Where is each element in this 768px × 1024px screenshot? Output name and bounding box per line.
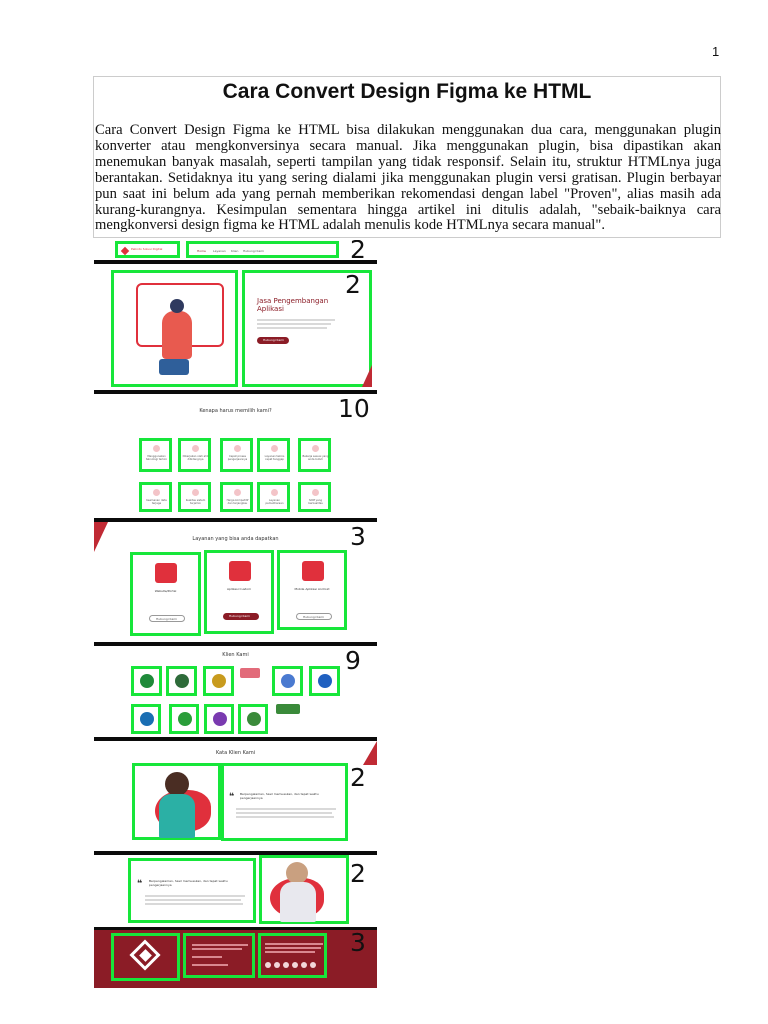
service-button[interactable]: [149, 615, 185, 622]
client-logo: [169, 704, 199, 734]
person-illustration: [162, 311, 192, 359]
feature-icon: [312, 445, 319, 452]
brand-logo-icon: [121, 247, 129, 255]
why-band: [94, 394, 377, 518]
annotation-count: 2: [350, 763, 366, 792]
service-name: Aplikasi Custom: [227, 587, 251, 591]
annotation-box: [258, 933, 327, 978]
service-icon: [229, 561, 251, 581]
corner-decoration: [362, 365, 372, 387]
annotation-count: 10: [338, 394, 370, 423]
social-icon[interactable]: [274, 962, 280, 968]
client-logo-unboxed: [276, 704, 300, 714]
client-emblem-icon: [213, 712, 227, 726]
feature-icon: [153, 489, 160, 496]
annotation-box: [115, 241, 180, 258]
why-item: [178, 438, 211, 472]
services-band: [94, 522, 377, 642]
testimonial2-band: [94, 855, 377, 927]
service-button-label: Hubungi Kami: [156, 617, 178, 621]
client-logo: [272, 666, 303, 696]
client-logo: [166, 666, 197, 696]
service-name: Website/Portal: [154, 589, 177, 593]
quote-icon: ❝: [137, 879, 143, 889]
client-emblem-icon: [281, 674, 295, 688]
why-item-label: Menggunakan teknologi terkini: [145, 455, 168, 461]
why-item: [220, 482, 253, 512]
client-emblem-icon: [140, 674, 154, 688]
why-item-label: SDM yang berkualitas: [308, 499, 323, 505]
footer-band: [94, 930, 377, 988]
article-title: Cara Convert Design Figma ke HTML: [222, 80, 592, 103]
nav-link-layanan[interactable]: Layanan: [213, 249, 226, 253]
annotation-box: [186, 241, 339, 258]
why-item: [139, 482, 172, 512]
why-item-label: Cepat proses pengerjaannya: [227, 455, 248, 461]
annotation-box: [111, 933, 180, 981]
why-item-label: Dikerjakan oleh ahli dibidangnya: [182, 455, 209, 461]
services-heading: Layanan yang bisa anda dapatkan: [192, 536, 279, 542]
service-icon: [155, 563, 177, 583]
client-logo: [131, 666, 162, 696]
figma-screenshot: [94, 240, 377, 988]
service-card: [204, 550, 274, 634]
client-emblem-icon: [140, 712, 154, 726]
client-logo: [204, 704, 234, 734]
social-icon[interactable]: [283, 962, 289, 968]
feature-icon: [271, 445, 278, 452]
why-item: [139, 438, 172, 472]
client-emblem-icon: [318, 674, 332, 688]
testimonial1-band: [94, 741, 377, 851]
feature-icon: [234, 489, 241, 496]
annotation-count: 2: [345, 270, 361, 299]
nav-link-home[interactable]: Home: [197, 249, 206, 253]
client-logo-unboxed: [240, 668, 260, 678]
client-logo: [238, 704, 268, 734]
why-item: [257, 438, 290, 472]
annotation-box: [259, 855, 349, 924]
article-box: [93, 76, 721, 238]
clients-band: [94, 646, 377, 737]
why-heading: Kenapa harus memilih kami?: [199, 408, 272, 414]
testimonial-quote: Berpengalaman, hasil memuaskan, dan tepat waktu pengerjaannya: [240, 792, 319, 800]
hero-heading: Jasa Pengembangan Aplikasi: [257, 297, 329, 313]
woman-photo-head: [165, 772, 189, 796]
corner-decoration: [363, 741, 377, 765]
why-item-label: Layanan pemeliharaan: [265, 499, 284, 505]
feature-icon: [153, 445, 160, 452]
why-item: [298, 438, 331, 472]
social-icon[interactable]: [265, 962, 271, 968]
hero-cta-button[interactable]: Hubungi Kami: [257, 337, 289, 344]
feature-icon: [312, 489, 319, 496]
hero-band: [94, 264, 377, 390]
client-logo: [131, 704, 161, 734]
feature-icon: [234, 445, 241, 452]
service-button[interactable]: [296, 613, 332, 620]
service-icon: [302, 561, 324, 581]
nav-link-kontak[interactable]: Hubungi Kami: [243, 249, 265, 253]
feature-icon: [271, 489, 278, 496]
client-emblem-icon: [175, 674, 189, 688]
feature-icon: [192, 445, 199, 452]
why-item: [257, 482, 290, 512]
client-logo: [309, 666, 340, 696]
testimonial-quote: Berpengalaman, hasil memuaskan, dan tepat waktu pengerjaannya: [149, 879, 228, 887]
social-icon[interactable]: [292, 962, 298, 968]
why-item-label: Bekerja sesuai yang anda butuh: [302, 455, 329, 461]
page-number: 1: [712, 44, 720, 59]
why-item-label: Keamanan data terjaga: [146, 499, 167, 505]
service-card: [277, 550, 347, 630]
annotation-count: 9: [345, 646, 361, 675]
annotation-count: 3: [350, 930, 366, 957]
person-head: [170, 299, 184, 313]
social-icon[interactable]: [310, 962, 316, 968]
why-item-label: Layanan teknis cepat tanggap: [264, 455, 285, 461]
testimonial-heading: Kata Klien Kami: [215, 750, 256, 756]
client-emblem-icon: [178, 712, 192, 726]
woman-photo-body: [159, 794, 195, 838]
why-item: [220, 438, 253, 472]
social-icon[interactable]: [301, 962, 307, 968]
feature-icon: [192, 489, 199, 496]
why-item-label: Kualitas sistem terjamin: [185, 499, 206, 505]
annotation-count: 2: [350, 240, 366, 260]
annotation-count: 2: [350, 859, 366, 888]
service-name: Mobile Aplikasi Android: [294, 587, 330, 591]
why-item-label: Harga kompetitif dan terjangkau: [226, 499, 249, 505]
service-card: [130, 552, 201, 636]
client-emblem-icon: [247, 712, 261, 726]
article-paragraph: Cara Convert Design Figma ke HTML bisa dilakukan menggunakan dua cara, menggunakan plugin konverter atau mengkonversinya secara manual. Jika menggunakan plugin, bisa dipastikan akan menemukan banyak masalah, seperti tampilan yang tidak responsif. Selain itu, struktur HTMLnya juga berantakan. Setidaknya itu yang sering dialami jika menggunakan plugin versi gratisan. Plugin berbayar pun saat ini belum ada yang pernah memberikan rekomendasi dengan label "Proven", alias masih ada kurang-kurangnya. Kesimpulan sementara hingga artikel ini ditulis adalah, "sebaik-baiknya cara mengkonversi design figma ke HTML adalah menulis kode HTMLnya secara manual".: [95, 122, 721, 234]
client-emblem-icon: [212, 674, 226, 688]
quote-icon: ❝: [229, 792, 235, 802]
service-button[interactable]: [223, 613, 259, 620]
annotation-box: [132, 763, 221, 840]
man-photo-head: [286, 862, 308, 884]
annotation-box: [128, 858, 256, 923]
annotation-box: [221, 763, 348, 841]
annotation-count: 3: [350, 522, 366, 551]
annotation-box: [183, 933, 255, 978]
annotation-box: [111, 270, 238, 387]
nav-logo-text: Pelindo Solusi Digital: [131, 247, 163, 251]
why-item: [298, 482, 331, 512]
clients-heading: Klien Kami: [222, 652, 249, 658]
why-item: [178, 482, 211, 512]
nav-link-klien[interactable]: Klien: [231, 249, 239, 253]
person-legs: [159, 359, 189, 375]
service-button-label: Hubungi Kami: [303, 615, 325, 619]
service-button-label: Hubungi Kami: [229, 614, 251, 618]
client-logo: [203, 666, 234, 696]
nav-band: [94, 240, 377, 260]
man-photo-body: [280, 882, 316, 922]
